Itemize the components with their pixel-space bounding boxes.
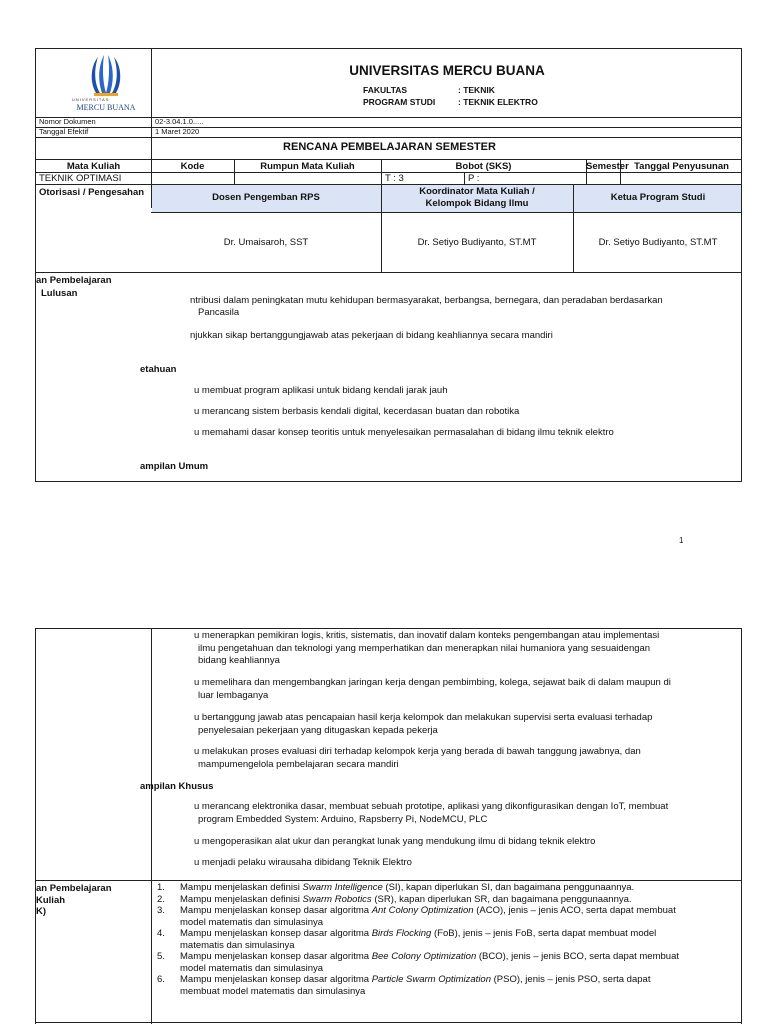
rps-page-1 — [35, 48, 742, 482]
cpmk-item-6 — [157, 974, 739, 997]
rps-page-2 — [35, 628, 742, 1024]
cpmk-item-text: Mampu menjelaskan definisi Swarm Intelligence (SI), kapan diperlukan SI, dan bagaimana penggunaannya. — [180, 882, 635, 893]
cpl-label-line1: an Pembelajaran — [36, 275, 112, 286]
cpmk-label: an Pembelajaran Kuliah K) — [36, 883, 112, 917]
sks-practice: P : — [468, 173, 480, 184]
cpmk-item-number: 3. — [157, 905, 165, 916]
cpmk-list — [157, 882, 739, 997]
cpmk-item-5 — [157, 951, 739, 974]
header-rumpun: Rumpun Mata Kuliah — [260, 161, 355, 172]
keterampilan-umum-label: ampilan Umum — [140, 461, 209, 472]
ku-item-1: u menerapkan pemikiran logis, kritis, sistematis, dan inovatif dalam konteks pengembangan atau implementasi ilmu pengetahuan dan teknologi yang memperhatikan dan menerapkan nilai humaniora yang sesuaidengan bidang keahliannya — [194, 630, 660, 666]
cpmk-item-text: Mampu menjelaskan definisi Swarm Robotics (SR), kapan diperlukan SR, dan bagaimana penggunaannya. — [180, 893, 632, 905]
program-value: : TEKNIK ELEKTRO — [458, 97, 538, 107]
page-number: 1 — [679, 536, 684, 545]
cpmk-item-2 — [157, 894, 739, 906]
pengetahuan-item-2: u merancang sistem berbasis kendali digital, kecerdasan buatan dan robotika — [194, 406, 520, 417]
cpmk-item-number: 1. — [157, 882, 165, 893]
cpmk-item-1 — [157, 882, 739, 894]
kk-item-2: u mengoperasikan alat ukur dan perangkat lunak yang mendukung ilmu di bidang teknik elektro — [194, 836, 596, 847]
header-bobot: Bobot (SKS) — [455, 161, 512, 172]
kk-item-3: u menjadi pelaku wirausaha dibidang Teknik Elektro — [194, 857, 412, 868]
cpmk-item-3 — [157, 905, 739, 928]
effective-date-value: 1 Maret 2020 — [155, 127, 200, 136]
header-tanggal: Tanggal Penyusunan — [634, 161, 729, 172]
program-label: PROGRAM STUDI — [363, 97, 436, 107]
cpmk-item-number: 5. — [157, 951, 165, 962]
course-name: TEKNIK OPTIMASI — [39, 173, 122, 184]
pengetahuan-label: etahuan — [140, 364, 177, 375]
faculty-label: FAKULTAS — [363, 85, 408, 95]
cpmk-item-number: 2. — [157, 893, 165, 905]
cpl-label-line2: Lulusan — [41, 288, 78, 299]
cpmk-item-number: 4. — [157, 928, 165, 939]
cpl-sikap-item-2: njukkan sikap bertanggungjawab atas pekerjaan di bidang keahliannya secara mandiri — [190, 330, 553, 341]
logo-small-text: UNIVERSITAS — [72, 97, 110, 102]
pengetahuan-item-3: u memahami dasar konsep teoritis untuk menyelesaikan permasalahan di bidang ilmu teknik elektro — [194, 427, 614, 438]
effective-date-label: Tanggal Efektif — [39, 127, 89, 136]
pengetahuan-item-1: u membuat program aplikasi untuk bidang kendali jarak jauh — [194, 385, 448, 396]
header-kode: Kode — [180, 161, 205, 172]
ku-item-2: u memelihara dan mengembangkan jaringan kerja dengan pembimbing, kolega, sejawat baik di dalam maupun di luar lembaganya — [194, 677, 671, 701]
doc-number-value: 02-3.04.1.0..... — [155, 117, 204, 126]
doc-number-label: Nomor Dokumen — [39, 117, 96, 126]
auth-col2-header: Koordinator Mata Kuliah / Kelompok Bidang Ilmu — [419, 186, 535, 209]
document-title: RENCANA PEMBELAJARAN SEMESTER — [283, 141, 496, 153]
university-logo — [56, 53, 156, 113]
header-mata-kuliah: Mata Kuliah — [66, 161, 121, 172]
cpl-sikap-item-1: ntribusi dalam peningkatan mutu kehidupan bermasyarakat, berbangsa, bernegara, dan peradaban berdasarkan — [190, 295, 663, 306]
cpmk-item-text: Mampu menjelaskan konsep dasar algoritma Ant Colony Optimization (ACO), jenis – jenis ACO, serta dapat membuat model matematis dan simulasinya — [180, 905, 676, 928]
ku-item-3: u bertanggung jawab atas pencapaian hasil kerja kelompok dan melakukan supervisi serta evaluasi terhadap penyelesaian pekerjaan yang ditugaskan kepada pekerja — [194, 712, 653, 736]
authorization-label: Otorisasi / Pengesahan — [39, 187, 145, 198]
logo-text: MERCU BUANA — [76, 103, 136, 112]
kk-item-1: u merancang elektronika dasar, membuat sebuah prototipe, aplikasi yang dikonfigurasikan dengan IoT, membuat program Embedded System: Arduino, Rapsberry Pi, NodeMCU, PLC — [194, 801, 669, 825]
auth-col3-name: Dr. Setiyo Budiyanto, ST.MT — [598, 237, 718, 248]
cpmk-item-text: Mampu menjelaskan konsep dasar algoritma Birds Flocking (FoB), jenis – jenis FoB, serta dapat membuat model matematis dan simulasinya — [180, 928, 657, 951]
cpmk-item-4 — [157, 928, 739, 951]
university-name: UNIVERSITAS MERCU BUANA — [349, 63, 545, 78]
cpmk-item-number: 6. — [157, 974, 165, 985]
cpl-sikap-item-1-cont: Pancasila — [198, 307, 240, 318]
auth-col1-header: Dosen Pengemban RPS — [212, 192, 320, 203]
faculty-value: : TEKNIK — [458, 85, 495, 95]
ku-item-4: u melakukan proses evaluasi diri terhadap kelompok kerja yang berada di bawah tanggung jawabnya, dan mampumengelola pembelajaran secara mandiri — [194, 746, 641, 770]
auth-col2-name: Dr. Setiyo Budiyanto, ST.MT — [417, 237, 537, 248]
auth-col3-header: Ketua Program Studi — [610, 192, 706, 203]
cpmk-item-text: Mampu menjelaskan konsep dasar algoritma Particle Swarm Optimization (PSO), jenis – jenis PSO, serta dapat membuat model matematis dan simulasinya — [180, 974, 651, 997]
sks-theory: T : 3 — [385, 173, 404, 184]
header-semester: Semester — [586, 161, 629, 172]
auth-col1-name: Dr. Umaisaroh, SST — [223, 237, 309, 248]
cpmk-item-text: Mampu menjelaskan konsep dasar algoritma Bee Colony Optimization (BCO), jenis – jenis BCO, serta dapat membuat model matematis dan simulasinya — [180, 951, 679, 974]
keterampilan-khusus-label: ampilan Khusus — [140, 781, 214, 792]
